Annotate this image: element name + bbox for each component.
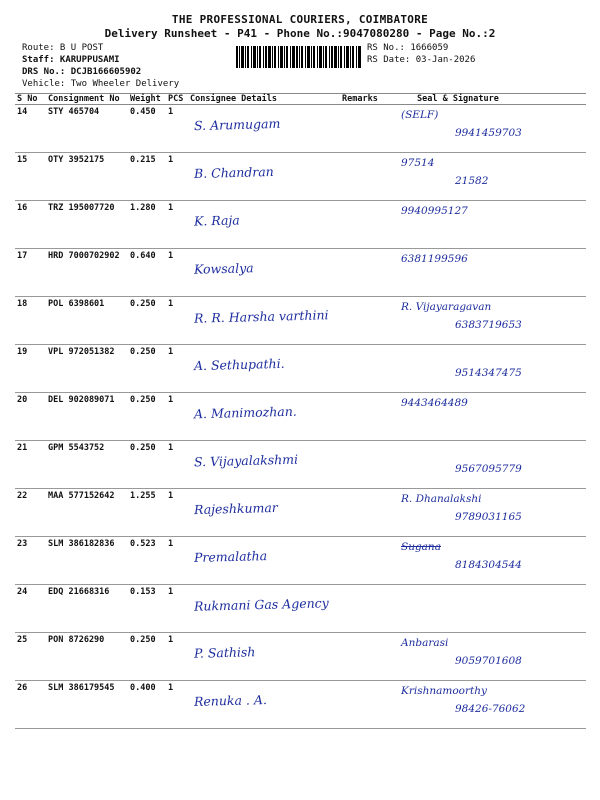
consignee-handwriting: R. R. Harsha varthini (193, 307, 329, 326)
cell-consignee (188, 633, 340, 681)
cell-weight: 0.523 (128, 537, 166, 585)
table-row (15, 681, 586, 729)
consignee-handwriting: Kowsalya (193, 260, 254, 277)
signature-phone: 9567095779 (455, 463, 522, 475)
signature-phone: 9514347475 (455, 367, 522, 379)
cell-weight: 0.400 (128, 681, 166, 729)
cell-remarks (340, 345, 395, 393)
signature-text: 97514 (401, 157, 435, 169)
cell-pcs: 1 (166, 201, 188, 249)
cell-weight: 0.250 (128, 297, 166, 345)
cell-consignment-no: VPL 972051382 (46, 345, 128, 393)
signature-text: 6381199596 (401, 253, 468, 265)
cell-consignee (188, 201, 340, 249)
cell-remarks (340, 153, 395, 201)
drs-label: DRS No.: DCJB166605902 (22, 67, 142, 77)
cell-signature (395, 489, 586, 537)
cell-consignment-no: PON 8726290 (46, 633, 128, 681)
staff-label: Staff: KARUPPUSAMI (22, 55, 120, 65)
col-header-remarks: Remarks (340, 94, 395, 105)
cell-signature (395, 105, 586, 153)
cell-weight: 0.153 (128, 585, 166, 633)
signature-text: 9940995127 (401, 205, 468, 217)
cell-pcs: 1 (166, 537, 188, 585)
cell-sno: 16 (15, 201, 46, 249)
table-row (15, 153, 586, 201)
table-row (15, 297, 586, 345)
col-header-consignment: Consignment No (46, 94, 128, 105)
cell-pcs: 1 (166, 345, 188, 393)
cell-consignment-no: SLM 386179545 (46, 681, 128, 729)
signature-phone: 98426-76062 (455, 703, 526, 715)
cell-consignee (188, 249, 340, 297)
cell-sno: 20 (15, 393, 46, 441)
signature-text: R. Vijayaragavan (401, 301, 492, 313)
table-row (15, 537, 586, 585)
col-header-sno: S No (15, 94, 46, 105)
cell-consignment-no: STY 465704 (46, 105, 128, 153)
vehicle-label: Vehicle: Two Wheeler Delivery (22, 79, 180, 89)
cell-signature (395, 441, 586, 489)
cell-pcs: 1 (166, 489, 188, 537)
cell-consignee (188, 105, 340, 153)
cell-consignee (188, 441, 340, 489)
cell-signature (395, 585, 586, 633)
runsheet-subtitle: Delivery Runsheet - P41 - Phone No.:9047080280 - Page No.:2 (104, 27, 496, 40)
cell-sno: 17 (15, 249, 46, 297)
cell-consignment-no: SLM 386182836 (46, 537, 128, 585)
cell-pcs: 1 (166, 297, 188, 345)
rs-date-label: RS Date: 03-Jan-2026 (367, 55, 476, 65)
cell-signature (395, 681, 586, 729)
cell-weight: 0.215 (128, 153, 166, 201)
cell-remarks (340, 633, 395, 681)
consignee-handwriting: A. Manimozhan. (193, 403, 297, 422)
cell-weight: 0.250 (128, 345, 166, 393)
signature-phone: 6383719653 (455, 319, 522, 331)
cell-sno: 22 (15, 489, 46, 537)
cell-sno: 19 (15, 345, 46, 393)
cell-signature (395, 537, 586, 585)
cell-weight: 0.250 (128, 633, 166, 681)
company-title: THE PROFESSIONAL COURIERS, COIMBATORE (171, 13, 429, 26)
consignee-handwriting: B. Chandran (193, 163, 274, 182)
signature-phone: 9789031165 (455, 511, 522, 523)
signature-text: (SELF) (401, 109, 439, 121)
table-header-row (15, 94, 586, 105)
cell-consignment-no: HRD 7000702902 (46, 249, 128, 297)
signature-phone: 8184304544 (455, 559, 522, 571)
consignee-handwriting: S. Arumugam (193, 115, 281, 134)
cell-consignee (188, 489, 340, 537)
route-label: Route: B U POST (22, 43, 104, 53)
cell-consignment-no: GPM 5543752 (46, 441, 128, 489)
cell-consignment-no: TRZ 195007720 (46, 201, 128, 249)
col-header-pcs: PCS (166, 94, 188, 105)
cell-weight: 0.450 (128, 105, 166, 153)
cell-consignee (188, 393, 340, 441)
table-row (15, 105, 586, 153)
table-row (15, 489, 586, 537)
cell-sno: 14 (15, 105, 46, 153)
cell-remarks (340, 249, 395, 297)
cell-sno: 26 (15, 681, 46, 729)
table-row (15, 201, 586, 249)
barcode-image (236, 46, 362, 68)
signature-text: Sugana (401, 541, 441, 553)
signature-text: 9443464489 (401, 397, 468, 409)
signature-text: Krishnamoorthy (401, 685, 487, 697)
cell-sno: 21 (15, 441, 46, 489)
consignee-handwriting: Rajeshkumar (193, 499, 278, 518)
cell-consignment-no: DEL 902089071 (46, 393, 128, 441)
cell-signature (395, 633, 586, 681)
cell-weight: 1.280 (128, 201, 166, 249)
cell-consignment-no: POL 6398601 (46, 297, 128, 345)
signature-text: R. Dhanalakshi (401, 493, 482, 505)
col-header-seal: Seal & Signature (395, 94, 586, 105)
table-row (15, 441, 586, 489)
cell-consignment-no: EDQ 21668316 (46, 585, 128, 633)
cell-signature (395, 201, 586, 249)
cell-pcs: 1 (166, 681, 188, 729)
cell-consignee (188, 345, 340, 393)
cell-sno: 15 (15, 153, 46, 201)
cell-consignee (188, 537, 340, 585)
cell-sno: 25 (15, 633, 46, 681)
cell-signature (395, 297, 586, 345)
consignee-handwriting: K. Raja (193, 212, 240, 229)
cell-remarks (340, 681, 395, 729)
consignee-handwriting: P. Sathish (193, 644, 256, 661)
col-header-weight: Weight (128, 94, 166, 105)
cell-pcs: 1 (166, 249, 188, 297)
cell-consignee (188, 585, 340, 633)
table-row (15, 633, 586, 681)
cell-weight: 0.640 (128, 249, 166, 297)
cell-remarks (340, 585, 395, 633)
cell-consignment-no: MAA 577152642 (46, 489, 128, 537)
cell-signature (395, 249, 586, 297)
rs-no-label: RS No.: 1666059 (367, 43, 449, 53)
table-row (15, 249, 586, 297)
cell-consignee (188, 153, 340, 201)
cell-consignee (188, 297, 340, 345)
cell-pcs: 1 (166, 441, 188, 489)
cell-signature (395, 393, 586, 441)
signature-phone: 21582 (455, 175, 489, 187)
col-header-consignee: Consignee Details (188, 94, 340, 105)
consignee-handwriting: Renuka . A. (193, 692, 268, 709)
cell-remarks (340, 105, 395, 153)
cell-remarks (340, 393, 395, 441)
cell-pcs: 1 (166, 153, 188, 201)
cell-signature (395, 345, 586, 393)
cell-consignee (188, 681, 340, 729)
cell-remarks (340, 297, 395, 345)
cell-pcs: 1 (166, 105, 188, 153)
cell-signature (395, 153, 586, 201)
consignee-handwriting: A. Sethupathi. (193, 355, 285, 374)
cell-pcs: 1 (166, 585, 188, 633)
cell-weight: 1.255 (128, 489, 166, 537)
signature-phone: 9059701608 (455, 655, 522, 667)
cell-weight: 0.250 (128, 393, 166, 441)
cell-sno: 23 (15, 537, 46, 585)
runsheet-table (15, 93, 586, 729)
cell-sno: 18 (15, 297, 46, 345)
cell-consignment-no: OTY 3952175 (46, 153, 128, 201)
signature-text: Anbarasi (401, 637, 449, 649)
table-row (15, 393, 586, 441)
cell-sno: 24 (15, 585, 46, 633)
table-row (15, 345, 586, 393)
consignee-handwriting: S. Vijayalakshmi (193, 451, 299, 470)
cell-pcs: 1 (166, 633, 188, 681)
cell-remarks (340, 441, 395, 489)
cell-pcs: 1 (166, 393, 188, 441)
table-row (15, 585, 586, 633)
signature-phone: 9941459703 (455, 127, 522, 139)
cell-remarks (340, 537, 395, 585)
cell-remarks (340, 489, 395, 537)
consignee-handwriting: Rukmani Gas Agency (193, 595, 329, 614)
cell-remarks (340, 201, 395, 249)
consignee-handwriting: Premalatha (193, 548, 268, 565)
cell-weight: 0.250 (128, 441, 166, 489)
